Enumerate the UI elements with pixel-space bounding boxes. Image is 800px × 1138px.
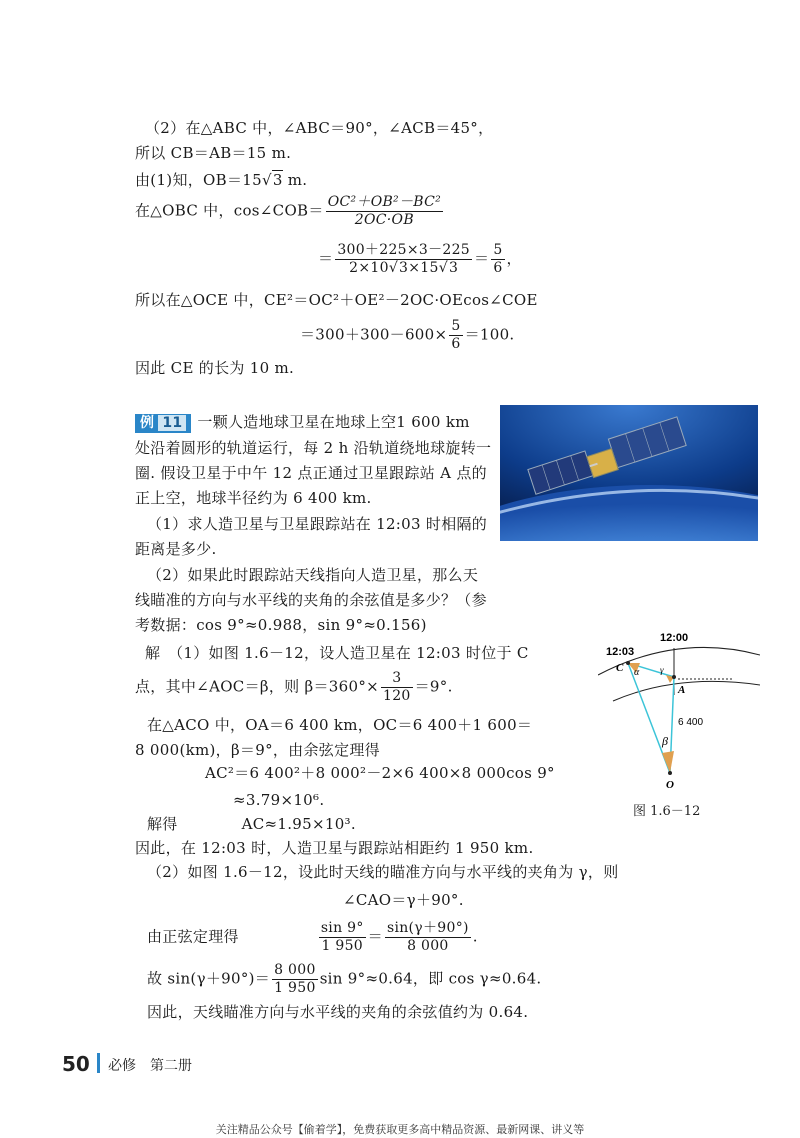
- label-a: A: [678, 684, 686, 696]
- angle-result: ＝9°.: [414, 677, 453, 696]
- sqrt-radicand: 3: [448, 260, 459, 276]
- point-o: [668, 771, 672, 775]
- figure-caption: 图 1.6－12: [633, 804, 701, 819]
- solution-line5: AC²＝6 400²＋8 000²－2×6 400×8 000cos 9°: [205, 764, 555, 782]
- p2-line3-text: 由(1)知，OB＝15: [135, 171, 262, 189]
- example-line3: 圈. 假设卫星于中午 12 点正通过卫星跟踪站 A 点的: [135, 464, 487, 482]
- example-line4: 正上空，地球半径约为 6 400 km.: [135, 489, 372, 507]
- question2-line3: 考数据：cos 9°≈0.988，sin 9°≈0.156): [135, 616, 427, 634]
- p2-line8: 因此 CE 的长为 10 m.: [135, 359, 295, 377]
- eq-sign: ＝: [318, 249, 334, 268]
- label-beta: β: [662, 734, 668, 748]
- example-line2: 处沿着圆形的轨道运行，每 2 h 沿轨道绕地球旋转一: [135, 439, 492, 457]
- solution-line13: 因此，天线瞄准方向与水平线的夹角的余弦值约为 0.64.: [147, 1003, 529, 1021]
- comma: ，: [506, 249, 522, 268]
- watermark-text: 关注精品公众号【偷着学】，免费获取更多高中精品资源、最新网课、讲义等: [215, 1123, 585, 1136]
- therefore-text: 故 sin(γ＋90°)＝: [147, 969, 271, 988]
- solution-line10: ∠CAO＝γ＋90°.: [343, 891, 464, 909]
- figure-1-6-12: [598, 633, 760, 813]
- frac-den: 6: [493, 260, 503, 276]
- frac-num: 5: [493, 242, 503, 258]
- frac-den: 6: [451, 336, 461, 352]
- period: .: [472, 927, 478, 946]
- point-a: [672, 675, 676, 679]
- cos-cob-label: 在△OBC 中，cos∠COB＝: [135, 201, 324, 220]
- p2-line1: （2）在△ABC 中，∠ABC＝90°，∠ACB＝45°，: [145, 119, 494, 137]
- question2-line2: 线瞄准的方向与水平线的夹角的余弦值是多少？（参: [135, 591, 487, 609]
- label-1200: 12:00: [660, 633, 689, 644]
- frac-num: OC²＋OB²－BC²: [327, 194, 442, 210]
- example-tag-label: 例: [140, 415, 155, 431]
- question1-line2: 距离是多少.: [135, 540, 217, 558]
- sine-law-label: 由正弦定理得: [147, 927, 239, 946]
- frac-num: 3: [381, 670, 413, 688]
- footer-divider: [97, 1053, 100, 1073]
- label-1203: 12:03: [606, 646, 635, 658]
- solution-line12: [147, 962, 542, 997]
- frac-den: 1 950: [274, 980, 316, 996]
- frac-den: 2OC·OB: [354, 212, 414, 228]
- sqrt-radicand: 3: [272, 171, 283, 189]
- solution-line3: 在△ACO 中，OA＝6 400 km，OC＝6 400＋1 600＝: [147, 716, 533, 734]
- ratio-fraction: [272, 962, 318, 997]
- sqrt-radicand: 3: [399, 260, 409, 276]
- question2-line1: （2）如果此时跟踪站天线指向人造卫星，那么天: [147, 566, 479, 584]
- den-part: ×15: [408, 260, 439, 276]
- sqrt-sign: √: [388, 260, 399, 276]
- calc-result: ＝100.: [464, 325, 515, 344]
- angle-fraction: [381, 670, 413, 705]
- calc-text: ＝300＋300－600×: [300, 325, 448, 344]
- sqrt-sign: √: [261, 171, 272, 189]
- book-title: 必修 第二册: [108, 1058, 192, 1074]
- earth-arc: [613, 681, 760, 701]
- solve-result: AC≈1.95×10³.: [241, 815, 356, 833]
- solution-line8: 因此，在 12:03 时，人造卫星与跟踪站相距约 1 950 km.: [135, 839, 534, 857]
- solution-line11: [147, 920, 478, 955]
- result-fraction: [491, 242, 504, 277]
- solution-line2: [135, 670, 453, 705]
- point-c: [626, 661, 630, 665]
- p2-line5: [318, 242, 522, 277]
- eq-sign: ＝: [367, 927, 383, 946]
- label-gamma: γ: [660, 665, 664, 675]
- p2-line3: [135, 170, 307, 190]
- den-part: 2×10: [349, 260, 389, 276]
- frac-den: [335, 260, 472, 277]
- example-tag-number: 11: [158, 415, 186, 431]
- example-line1: [135, 412, 470, 433]
- label-6400: 6 400: [678, 717, 704, 728]
- p2-line2: 所以 CB＝AB＝15 m.: [135, 144, 292, 162]
- solution-line7: [147, 814, 356, 834]
- solution-line9: （2）如图 1.6－12，设此时天线的瞄准方向与水平线的夹角为 γ，则: [147, 863, 619, 881]
- solution-line6: ≈3.79×10⁶.: [233, 791, 325, 809]
- eq-sign: ＝: [474, 249, 490, 268]
- sine-fraction-2: [385, 920, 471, 955]
- p2-line7: [300, 318, 515, 353]
- p2-line4: [135, 194, 445, 229]
- angle-text: 点，其中∠AOC＝β，则 β＝360°×: [135, 677, 379, 696]
- question1-line1: （1）求人造卫星与卫星跟踪站在 12:03 时相隔的: [147, 515, 488, 533]
- five-sixths: [449, 318, 462, 353]
- solve-label: 解得: [147, 815, 178, 833]
- frac-num: sin(γ＋90°): [386, 920, 469, 936]
- p2-line6: 所以在△OCE 中，CE²＝OC²＋OE²－2OC·OEcos∠COE: [135, 291, 538, 309]
- frac-num: 5: [451, 318, 461, 334]
- sqrt-sign: √: [438, 260, 448, 276]
- p2-line3-unit: m.: [282, 171, 308, 189]
- solution-line1: 解 （1）如图 1.6－12，设人造卫星在 12:03 时位于 C: [145, 644, 529, 662]
- page-number: 50: [62, 1052, 90, 1076]
- frac-num: 300＋225×3－225: [337, 242, 471, 258]
- solution-line4: 8 000(km)，β＝9°，由余弦定理得: [135, 741, 380, 759]
- frac-num: sin 9°: [320, 920, 364, 936]
- therefore-result: sin 9°≈0.64，即 cos γ≈0.64.: [319, 969, 542, 988]
- label-alpha: α: [634, 667, 640, 678]
- calc-fraction: [335, 242, 472, 277]
- label-o: O: [666, 779, 674, 791]
- frac-num: 8 000: [274, 962, 316, 978]
- frac-den: 8 000: [407, 938, 449, 954]
- frac-den: 1 950: [321, 938, 364, 954]
- sine-fraction-1: [319, 920, 366, 955]
- cos-fraction: [326, 194, 443, 229]
- example-text: 一颗人造地球卫星在地球上空1 600 km: [197, 413, 470, 431]
- satellite-photo: [500, 405, 758, 541]
- example-tag: [135, 414, 191, 433]
- frac-den: 120: [383, 688, 411, 704]
- label-c: C: [616, 662, 624, 674]
